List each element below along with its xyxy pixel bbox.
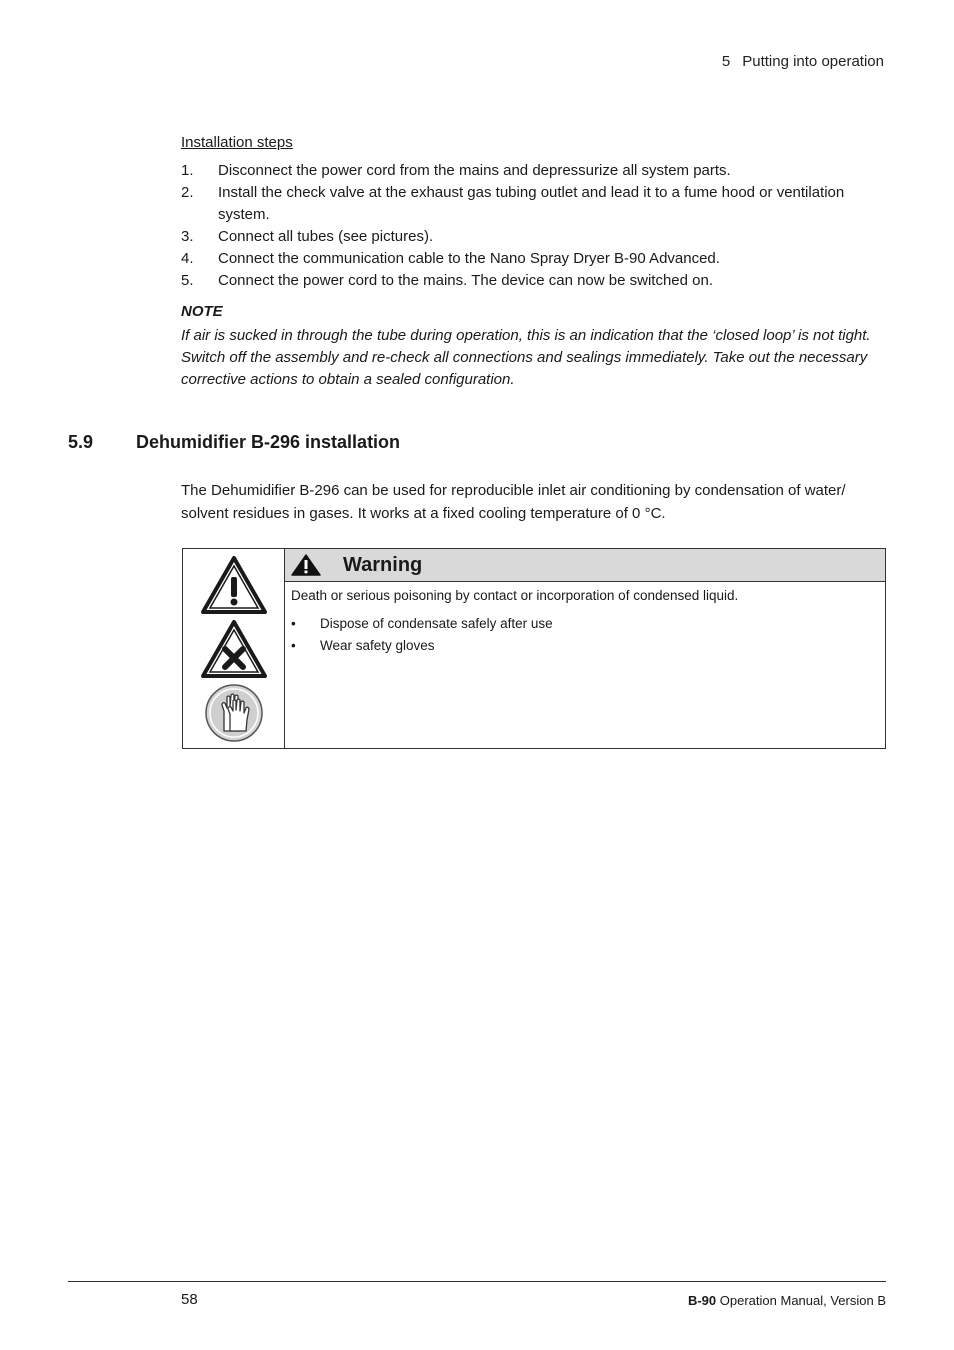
safety-gloves-icon bbox=[204, 683, 264, 743]
step-number: 5. bbox=[181, 272, 194, 289]
installation-subhead: Installation steps bbox=[181, 134, 293, 151]
step-text: Install the check valve at the exhaust gas tubing outlet and lead it to a fume hood or ventilation system. bbox=[218, 184, 845, 223]
step-text: Disconnect the power cord from the mains and depressurize all system parts. bbox=[218, 162, 731, 179]
warning-actions-list bbox=[291, 613, 885, 657]
harmful-substance-icon bbox=[200, 619, 268, 679]
step-text: Connect the power cord to the mains. The device can now be switched on. bbox=[218, 272, 714, 289]
bullet: • bbox=[291, 638, 296, 653]
step-number: 2. bbox=[181, 184, 194, 201]
list-item bbox=[181, 160, 886, 182]
warning-description: Death or serious poisoning by contact or incorporation of condensed liquid. bbox=[291, 588, 739, 603]
manual-title bbox=[688, 1293, 886, 1308]
installation-block bbox=[181, 133, 886, 391]
step-number: 4. bbox=[181, 250, 194, 267]
manual-title-text: Operation Manual, Version B bbox=[719, 1293, 886, 1308]
list-item bbox=[291, 613, 885, 635]
list-item bbox=[181, 248, 886, 270]
note-title: NOTE bbox=[181, 303, 223, 320]
list-item bbox=[181, 182, 886, 226]
chapter-number: 5 bbox=[721, 53, 731, 70]
bullet: • bbox=[291, 616, 296, 631]
warning-box bbox=[182, 548, 886, 749]
footer-divider bbox=[68, 1281, 886, 1282]
warning-body bbox=[285, 549, 885, 748]
section-heading bbox=[68, 432, 400, 453]
warning-action-text: Dispose of condensate safely after use bbox=[320, 616, 553, 631]
list-item bbox=[181, 226, 886, 248]
warning-title: Warning bbox=[343, 553, 423, 576]
installation-steps-list bbox=[181, 160, 886, 292]
warning-triangle-icon bbox=[291, 554, 321, 576]
warning-icons-column bbox=[183, 549, 285, 748]
step-text: Connect the communication cable to the Nano Spray Dryer B-90 Advanced. bbox=[218, 250, 720, 267]
page-number: 58 bbox=[181, 1291, 198, 1308]
warning-action-text: Wear safety gloves bbox=[320, 638, 435, 653]
section-intro: The Dehumidifier B-296 can be used for reproducible inlet air conditioning by condensation of water/ solvent residues in gases. It works at a fixed cooling temperature of 0 °C. bbox=[181, 482, 846, 522]
step-number: 1. bbox=[181, 162, 194, 179]
warning-header bbox=[285, 549, 885, 582]
section-number: 5.9 bbox=[68, 432, 94, 452]
manual-model: B-90 bbox=[687, 1293, 717, 1308]
running-header bbox=[722, 53, 884, 70]
step-text: Connect all tubes (see pictures). bbox=[218, 228, 434, 245]
note-text: If air is sucked in through the tube during operation, this is an indication that the ‘closed loop’ is not tight. Switch off the assembly and re-check all connections and sealings immediately. Take out the necessary corrective actions to obtain a sealed configuration. bbox=[181, 327, 871, 388]
list-item bbox=[291, 635, 885, 657]
chapter-title: Putting into operation bbox=[742, 53, 884, 70]
step-number: 3. bbox=[181, 228, 194, 245]
section-title: Dehumidifier B-296 installation bbox=[136, 432, 401, 452]
list-item bbox=[181, 270, 886, 292]
general-warning-icon bbox=[200, 555, 268, 615]
